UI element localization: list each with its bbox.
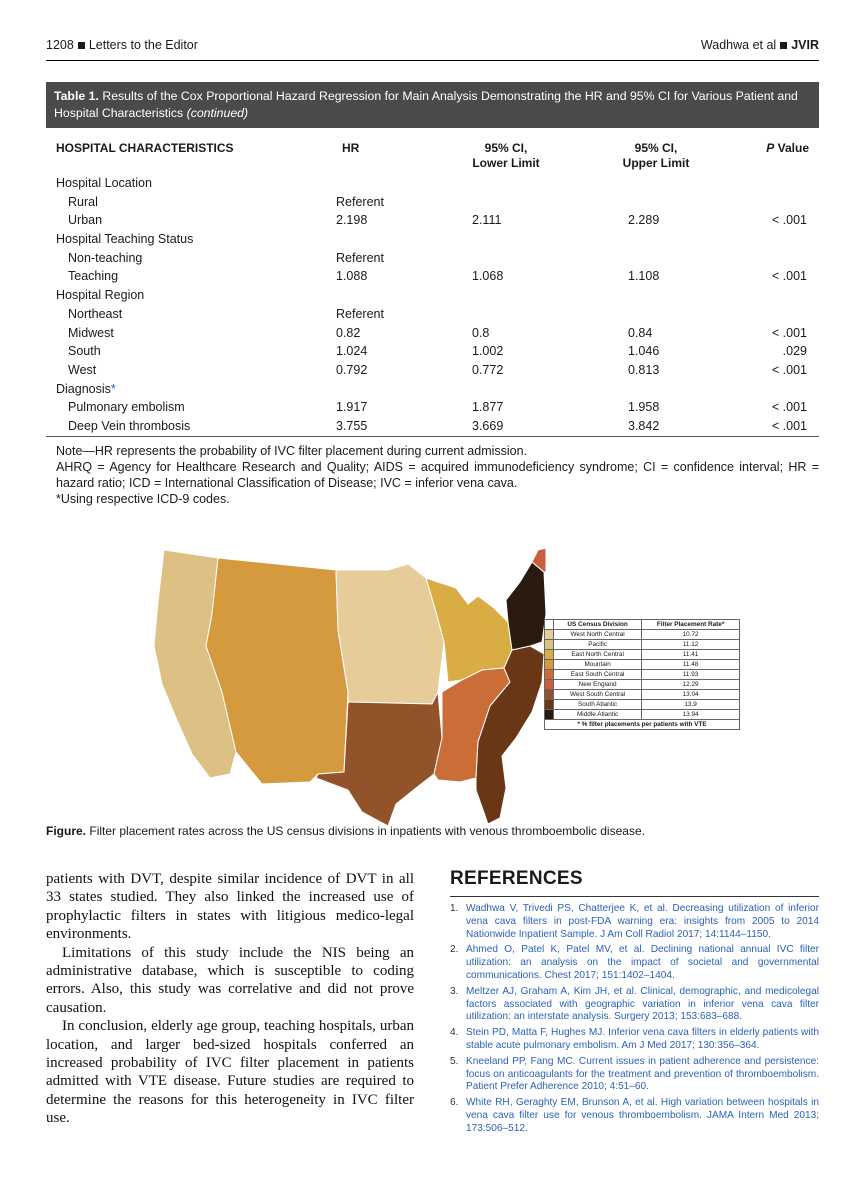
running-header [46,38,819,58]
cell-lower-limit: 1.068 [472,269,504,284]
row-label [56,286,144,305]
table-note: Note—HR represents the probability of IVC filter placement during current admission. [56,444,528,458]
cell-lower-limit: 2.111 [472,213,502,228]
row-label-text: Hospital Teaching Status [56,232,194,247]
row-label-text: Urban [68,213,103,228]
legend-swatch [545,630,554,640]
cell-hr: 3.755 [336,418,368,433]
reference-link[interactable]: Meltzer AJ, Graham A, Kim JH, et al. Clinical, demographic, and medicolegal factors associated with geographic variation in inferior vena cava filter utilization: an interstate analysis. Surgery 2013; 153:683–688. [466,985,819,1023]
table-notes [56,443,819,507]
section-name: Letters to the Editor [88,38,198,52]
row-label-text: Northeast [68,306,123,321]
header-rule [46,60,819,61]
reference-number: 2. [450,944,459,956]
row-label-text: Hospital Location [56,176,152,190]
legend-division: Middle Atlantic [554,710,642,720]
row-label [68,398,185,417]
legend-division: West North Central [554,630,642,640]
reference-item [450,1027,819,1053]
table-body [46,174,819,436]
row-label [68,342,101,361]
legend-swatch-blank [545,620,554,630]
row-label-text: Teaching [68,269,119,284]
legend-rate: 11.41 [642,650,740,660]
cell-hr: Referent [336,194,384,209]
table-note: AHRQ = Agency for Healthcare Research and Quality; AIDS = acquired immunodeficiency syndrome; CI = confidence interval; HR = hazard ratio; ICD = International Classification of Disease; IVC = inferior vena cava. [56,460,819,490]
cell-p-value: < .001 [771,362,807,377]
legend-division: Pacific [554,640,642,650]
column-header-lower-limit [452,141,560,171]
cell-hr: Referent [336,306,384,321]
legend-header-division: US Census Division [554,620,642,630]
legend-footnote: * % filter placements per patients with VTE [545,720,740,730]
us-census-map-figure [126,542,776,834]
legend-division: East North Central [554,650,642,660]
cell-upper-limit: 1.958 [628,400,660,415]
reference-item [450,1097,819,1135]
cell-hr: 1.917 [336,400,368,415]
reference-link[interactable]: Kneeland PP, Fang MC. Current issues in patient adherence and persistence: focus on anticoagulants for the treatment and prevention of thromboembolism. Patient Prefer Adherence 2010; 4:51–60. [466,1055,819,1093]
table-group-row [46,380,819,399]
cell-hr: 2.198 [336,213,368,228]
map-legend [544,619,740,730]
table-row [46,342,819,361]
reference-item [450,903,819,941]
footnote-asterisk[interactable]: * [110,381,116,396]
cell-upper-limit: 2.289 [628,213,660,228]
row-label [68,193,98,212]
table-row [46,417,819,436]
reference-number: 1. [450,903,459,914]
cell-upper-limit: 1.046 [628,344,660,359]
table-row [46,193,819,212]
running-header-left [46,38,198,52]
reference-list [450,903,819,1136]
authors: Wadhwa et al [700,38,777,52]
cell-upper-limit: 1.108 [628,269,660,284]
cell-lower-limit: 0.772 [472,362,504,377]
legend-rate: 13.9 [642,700,740,710]
legend-header-rate: Filter Placement Rate* [642,620,740,630]
row-label [68,267,118,286]
row-label-text: West [68,362,97,377]
legend-row [545,670,740,680]
legend-division: East South Central [554,670,642,680]
legend-swatch [545,670,554,680]
column-header-p-value [766,141,809,156]
legend-division: Mountain [554,660,642,670]
reference-number: 4. [450,1027,459,1039]
cell-hr: Referent [336,250,384,265]
legend-division: West South Central [554,690,642,700]
cell-upper-limit: 0.84 [628,325,653,340]
cell-hr: 1.024 [336,344,368,359]
legend-swatch [545,690,554,700]
legend-body [545,630,740,720]
table-row [46,267,819,286]
cell-hr: 0.82 [336,325,361,340]
cell-p-value: .029 [782,344,807,359]
cell-p-value: < .001 [771,213,807,228]
table-group-row [46,286,819,305]
row-label-text: Diagnosis [56,381,111,396]
reference-link[interactable]: Stein PD, Matta F, Hughes MJ. Inferior vena cava filters in elderly patients with stable acute pulmonary embolism. Am J Med 2017; 130:356–364. [466,1027,819,1051]
header-line: 95% CI, [634,141,678,155]
legend-rate: 11.12 [642,640,740,650]
legend-rate: 10.72 [642,630,740,640]
legend-row [545,700,740,710]
reference-item [450,986,819,1024]
row-label [56,230,193,249]
row-label-text: Midwest [68,325,114,340]
reference-link[interactable]: Ahmed O, Patel K, Patel MV, et al. Declining national annual IVC filter utilization: an analysis on the impact of societal and governmental communications. Chest 2017; 151:1402–1404. [466,944,819,981]
table-note: *Using respective ICD-9 codes. [56,492,230,506]
table-caption [46,82,819,128]
legend-row [545,690,740,700]
column-header-hr: HR [342,141,360,155]
table-header-row [46,138,819,174]
row-label [68,305,122,324]
legend-swatch [545,680,554,690]
figure-caption [46,823,819,839]
cell-hr: 1.088 [336,269,368,284]
references-heading: REFERENCES [450,868,583,889]
legend-row [545,660,740,670]
legend-row [545,710,740,720]
legend-swatch [545,640,554,650]
cell-lower-limit: 1.002 [472,344,504,359]
cell-hr: 0.792 [336,362,368,377]
page-number: 1208 [46,38,74,52]
cell-lower-limit: 1.877 [472,400,504,415]
reference-link[interactable]: White RH, Geraghty EM, Brunson A, et al. High variation between hospitals in vena cava filter use for venous thromboembolism. JAMA Intern Med 2013; 173:506–512. [466,1097,819,1134]
reference-link[interactable]: Wadhwa V, Trivedi PS, Chatterjee K, et al. Decreasing utilization of inferior vena cava filters in post-FDA warning era: insights from 2005 to 2014 Nationwide Inpatient Sample. J Am Coll Radiol 2017; 14:1144–1150. [466,903,819,940]
cell-upper-limit: 3.842 [628,418,660,433]
table-row [46,249,819,268]
table-row [46,398,819,417]
header-p-italic: P [766,141,775,155]
legend-division: South Atlantic [554,700,642,710]
table-group-row [46,174,819,193]
square-bullet-icon [78,42,85,49]
row-label [68,361,96,380]
row-label [68,211,102,230]
table-row [46,324,819,343]
reference-item [450,1056,819,1094]
reference-number: 5. [450,1055,459,1067]
cell-p-value: < .001 [771,400,807,415]
body-text-column [46,870,414,1128]
body-paragraph: patients with DVT, despite similar incidence of DVT in all 33 states studied. They also linked the increased use of prophylactic filters in states with litigious medico-legal environments. [46,871,414,943]
legend-rate: 13.94 [642,710,740,720]
table-row [46,305,819,324]
figure-caption-text: Filter placement rates across the US census divisions in inpatients with venous thromboembolic disease. [89,824,645,838]
references-section [450,868,819,1139]
reference-number: 6. [450,1097,459,1109]
table-caption-label: Table 1. [54,89,99,103]
header-line: Upper Limit [622,156,690,170]
column-header-upper-limit [602,141,710,171]
row-label-text: South [68,344,101,359]
table-group-row [46,230,819,249]
row-label-text: Rural [68,194,98,209]
legend-rate: 11.48 [642,660,740,670]
us-map [126,542,546,834]
table-caption-text: Results of the Cox Proportional Hazard Regression for Main Analysis Demonstrating the HR and 95% CI for Various Patient and Hospital Characteristics [54,89,798,120]
legend-rate: 11.93 [642,670,740,680]
legend-row [545,630,740,640]
legend-row [545,680,740,690]
row-label [56,174,152,193]
row-label [68,324,114,343]
region-middle-atlantic [506,562,546,650]
legend-row [545,640,740,650]
cell-p-value: < .001 [771,418,807,433]
reference-number: 3. [450,985,459,997]
journal-page [46,0,819,1200]
table-bottom-rule [46,436,819,437]
table-row [46,211,819,230]
square-bullet-icon [780,42,787,49]
header-line: 95% CI, [484,141,528,155]
results-table [46,138,819,436]
row-label-text: Pulmonary embolism [68,400,185,415]
legend-table [544,619,740,730]
body-paragraph: Limitations of this study include the NIS being an administrative database, which is susceptible to coding errors. Also, this study was correlative and did not prove causation. [46,944,414,1016]
references-rule [450,896,819,897]
running-header-right [701,38,819,52]
legend-division: New England [554,680,642,690]
header-line: Lower Limit [472,156,540,170]
row-label-text: Hospital Region [56,288,145,303]
legend-header-row [545,620,740,630]
cell-p-value: < .001 [771,325,807,340]
column-header-characteristic: HOSPITAL CHARACTERISTICS [56,141,234,155]
legend-row [545,650,740,660]
legend-swatch [545,660,554,670]
row-label-text: Deep Vein thrombosis [68,418,191,433]
cell-lower-limit: 0.8 [472,325,490,340]
cell-upper-limit: 0.813 [628,362,660,377]
table-caption-suffix: (continued) [186,106,249,120]
legend-rate: 13.04 [642,690,740,700]
table-row [46,361,819,380]
journal-name: JVIR [791,38,819,52]
cell-lower-limit: 3.669 [472,418,504,433]
row-label [68,417,190,436]
legend-swatch [545,710,554,720]
row-label [68,249,142,268]
row-label [56,380,116,399]
legend-swatch [545,650,554,660]
row-label-text: Non-teaching [68,250,143,265]
body-paragraph: In conclusion, elderly age group, teaching hospitals, urban location, and larger bed-sized hospitals conferred an increased probability of IVC filter placement in patients admitted with VTE disease. Future studies are required to determine the reasons for this heterogeneity in IVC filter use. [46,1018,414,1127]
figure-caption-label: Figure. [46,824,87,838]
reference-item [450,944,819,982]
legend-rate: 12.29 [642,680,740,690]
cell-p-value: < .001 [771,269,807,284]
legend-swatch [545,700,554,710]
legend-footnote-row [545,720,740,730]
header-p-rest: Value [774,141,809,155]
